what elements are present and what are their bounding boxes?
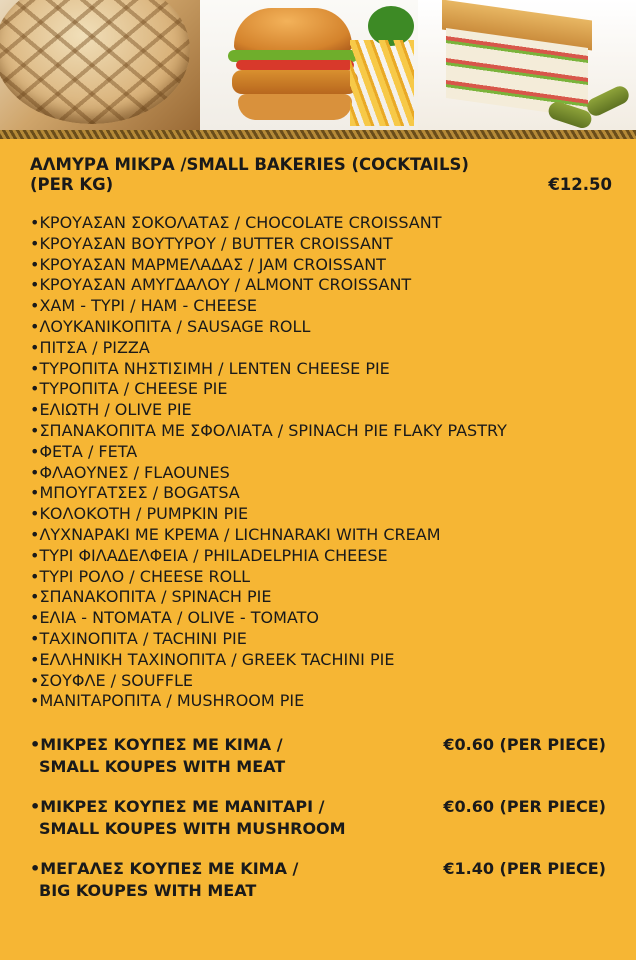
list-item: •ΜΑΝΙΤΑΡΟΠΙΤΑ / MUSHROOM PIE <box>30 691 305 711</box>
koupes-greek-name: •ΜΙΚΡΕΣ ΚΟΥΠΕΣ ΜΕ ΜΑΝΙΤΑΡΙ / <box>30 797 325 817</box>
decorative-border <box>0 130 636 139</box>
list-item: •ΛΟΥΚΑΝΙΚΟΠΙΤΑ / SAUSAGE ROLL <box>30 316 311 336</box>
list-item: •ΜΠΟΥΓΑΤΣΕΣ / BOGATSA <box>30 483 240 503</box>
koupes-greek-name: •ΜΙΚΡΕΣ ΚΟΥΠΕΣ ΜΕ ΚΙΜΑ / <box>30 735 283 755</box>
header-banner <box>0 0 636 130</box>
menu-content <box>30 155 616 920</box>
list-item: •ΤΥΡΙ ΦΙΛΑΔΕΛΦΕΙΑ / PHILADELPHIA CHEESE <box>30 545 388 565</box>
section-unit: (PER KG) <box>30 175 114 194</box>
koupes-english-name: BIG KOUPES WITH MEAT <box>39 881 257 901</box>
list-item: •ΧΑΜ - ΤΥΡΙ / HAM - CHEESE <box>30 296 257 316</box>
koupes-name <box>30 796 346 840</box>
koupes-english-name: SMALL KOUPES WITH MUSHROOM <box>39 819 346 839</box>
koupes-name <box>30 858 298 902</box>
list-item: •ΚΡΟΥΑΣΑΝ ΒΟΥΤΥΡΟΥ / BUTTER CROISSANT <box>30 233 393 253</box>
list-item: •ΛΥΧΝΑΡΑΚΙ ΜΕ ΚΡΕΜΑ / LICHNARAKI WITH CREAM <box>30 524 441 544</box>
koupes-price: €0.60 (PER PIECE) <box>443 735 606 755</box>
burger-patty-image <box>232 70 358 94</box>
burger-bun-image <box>234 8 352 52</box>
koupes-english-name: SMALL KOUPES WITH MEAT <box>39 757 286 777</box>
koupes-price: €1.40 (PER PIECE) <box>443 859 606 879</box>
burger-bun-bottom-image <box>238 94 352 120</box>
burger-photo <box>200 0 418 130</box>
koupes-row <box>30 858 616 902</box>
list-item: •ΚΡΟΥΑΣΑΝ ΑΜΥΓΔΑΛΟΥ / ALMONT CROISSANT <box>30 275 412 295</box>
section-title: ΑΛΜΥΡΑ ΜΙΚΡΑ /SMALL BAKERIES (COCKTAILS) <box>30 155 469 174</box>
koupes-name <box>30 734 285 778</box>
fries-image <box>350 40 414 126</box>
koupes-row <box>30 796 616 840</box>
list-item: •ΤΑΧΙΝΟΠΙΤΑ / TACHINI PIE <box>30 628 247 648</box>
list-item: •ΦΛΑΟΥΝΕΣ / FLAOUNES <box>30 462 230 482</box>
section-heading <box>30 155 616 195</box>
list-item: •ΣΠΑΝΑΚΟΠΙΤΑ / SPINACH PIE <box>30 587 272 607</box>
section-unit-row <box>30 175 616 195</box>
list-item: •ΕΛΙΩΤΗ / OLIVE PIE <box>30 400 192 420</box>
burger-tomato-image <box>236 60 354 70</box>
section-price: €12.50 <box>548 175 612 194</box>
list-item: •ΚΡΟΥΑΣΑΝ ΜΑΡΜΕΛΑΔΑΣ / JAM CROISSANT <box>30 254 386 274</box>
list-item: •ΚΡΟΥΑΣΑΝ ΣΟΚΟΛΑΤΑΣ / CHOCOLATE CROISSANT <box>30 213 442 232</box>
koupes-price: €0.60 (PER PIECE) <box>443 797 606 817</box>
list-item: •ΕΛΙΑ - ΝΤΟΜΑΤΑ / OLIVE - TOMATO <box>30 608 319 628</box>
koupes-list <box>30 734 616 902</box>
koupes-row <box>30 734 616 778</box>
pie-crust-image <box>0 0 190 124</box>
list-item: •ΣΠΑΝΑΚΟΠΙΤΑ ΜΕ ΣΦΟΛΙΑΤΑ / SPINACH PIE FLAKY PASTRY <box>30 420 507 440</box>
pie-photo <box>0 0 200 130</box>
list-item: •ΕΛΛΗΝΙΚΗ ΤΑΧΙΝΟΠΙΤΑ / GREEK TACHINI PIE <box>30 649 395 669</box>
list-item: •ΣΟΥΦΛΕ / SOUFFLE <box>30 670 194 690</box>
items-list <box>30 213 616 712</box>
list-item: •ΚΟΛΟΚΟΤΗ / PUMPKIN PIE <box>30 504 249 524</box>
pickle-image <box>584 83 631 118</box>
list-item: •ΦΕΤΑ / FETA <box>30 441 138 461</box>
koupes-greek-name: •ΜΕΓΑΛΕΣ ΚΟΥΠΕΣ ΜΕ ΚΙΜΑ / <box>30 859 299 879</box>
list-item: •ΤΥΡΟΠΙΤΑ / CHEESE PIE <box>30 379 228 399</box>
sandwich-photo <box>418 0 636 130</box>
list-item: •ΤΥΡΟΠΙΤΑ ΝΗΣΤΙΣΙΜΗ / LENTEN CHEESE PIE <box>30 358 390 378</box>
list-item: •ΤΥΡΙ ΡΟΛΟ / CHEESE ROLL <box>30 566 251 586</box>
list-item: •ΠΙΤΣΑ / PIZZA <box>30 337 150 357</box>
